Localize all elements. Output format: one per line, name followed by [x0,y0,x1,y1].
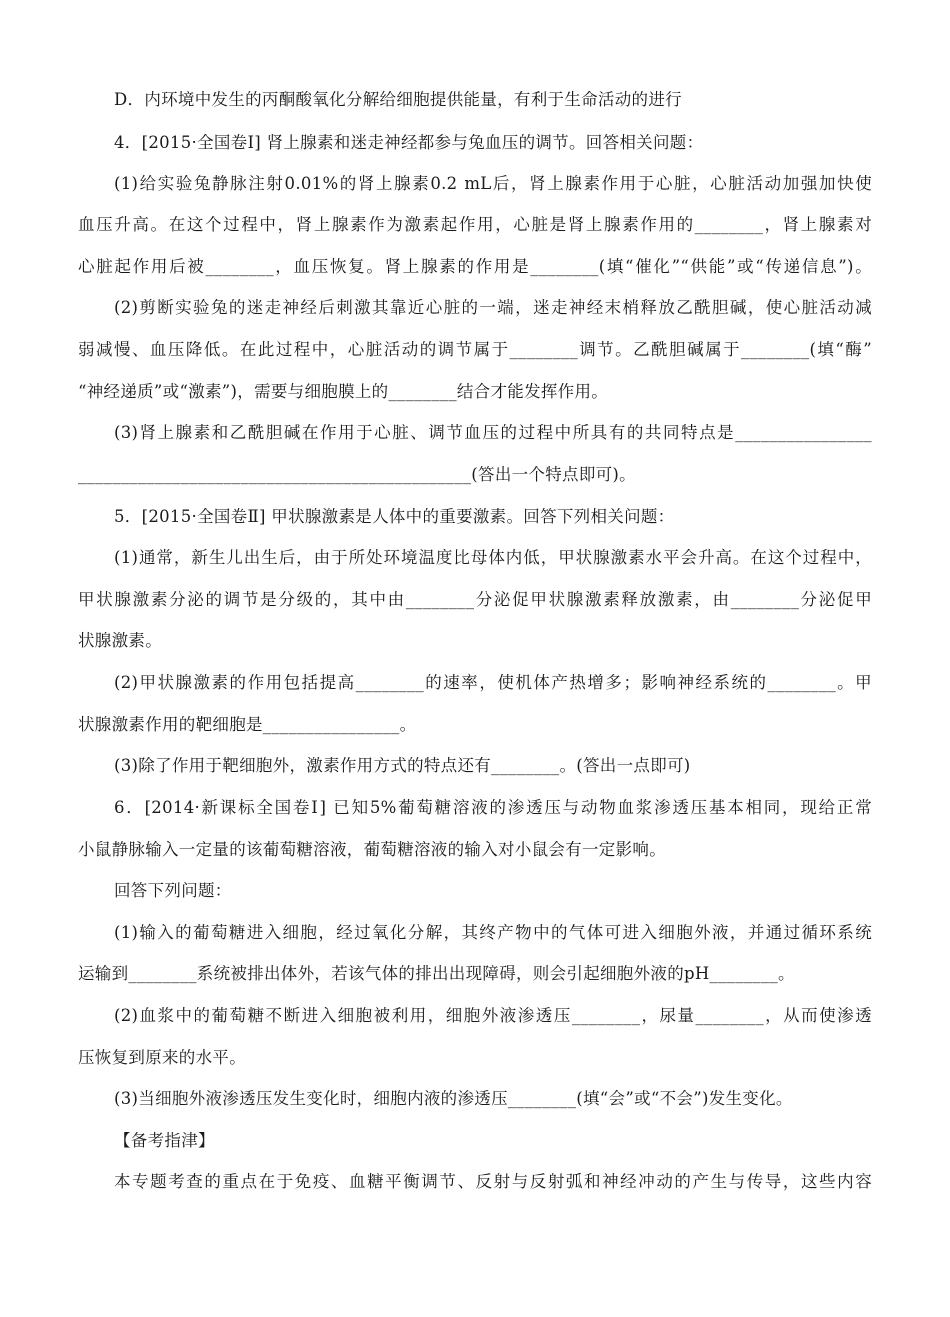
question-6-part-1-line-1: (1)输入的葡萄糖进入细胞，经过氧化分解，其终产物中的气体可进入细胞外液，并通过循环系统 [114,923,872,942]
question-6-instruction: 回答下列问题： [114,881,232,900]
option-d-line: D．内环境中发生的丙酮酸氧化分解给细胞提供能量，有利于生命活动的进行 [114,90,682,109]
question-4-header: 4．[2015·全国卷Ⅰ] 肾上腺素和迷走神经都参与兔血压的调节。回答相关问题： [114,133,704,152]
question-5-part-2-line-2: 状腺激素作用的靶细胞是________________。 [78,715,417,734]
question-6-part-2-line-1: (2)血浆中的葡萄糖不断进入细胞被利用，细胞外液渗透压________，尿量________，从而使渗透 [114,1006,872,1025]
question-4-part-2-line-2: 弱减慢、血压降低。在此过程中，心脏活动的调节属于________调节。乙酰胆碱属于________(填“酶” [78,340,872,359]
question-6-header-line-2: 小鼠静脉输入一定量的该葡萄糖溶液，葡萄糖溶液的输入对小鼠会有一定影响。 [78,840,666,859]
question-4-part-3-line-2: ______________________________________________(答出一个特点即可)。 [78,465,636,484]
question-4-part-2-line-1: (2)剪断实验兔的迷走神经后刺激其靠近心脏的一端，迷走神经末梢释放乙酰胆碱，使心脏活动减 [114,298,872,317]
question-5-part-1-line-1: (1)通常，新生儿出生后，由于所处环境温度比母体内低，甲状腺激素水平会升高。在这个过程中， [114,548,872,567]
question-6-part-1-line-2: 运输到________系统被排出体外，若该气体的排出出现障碍，则会引起细胞外液的pH________。 [78,964,795,983]
study-guide-text: 本专题考查的重点在于免疫、血糖平衡调节、反射与反射弧和神经冲动的产生与传导，这些内容 [114,1172,872,1191]
question-5-part-2-line-1: (2)甲状腺激素的作用包括提高________的速率，使机体产热增多；影响神经系统的________。甲 [114,673,872,692]
question-5-part-3-line-1: (3)除了作用于靶细胞外，激素作用方式的特点还有________。(答出一点即可) [114,756,691,775]
question-4-part-1-line-3: 心脏起作用后被________，血压恢复。肾上腺素的作用是________(填“催化”“供能”或“传递信息”)。 [78,257,872,276]
question-6-header-line-1: 6．[2014·新课标全国卷Ⅰ] 已知5%葡萄糖溶液的渗透压与动物血浆渗透压基本相同，现给正常 [114,798,872,817]
question-5-part-1-line-3: 状腺激素。 [78,631,162,650]
study-guide-heading: 【备考指津】 [114,1131,215,1150]
question-4-part-1-line-2: 血压升高。在这个过程中，肾上腺素作为激素起作用，心脏是肾上腺素作用的________，肾上腺素对 [78,215,872,234]
question-6-part-3-line-1: (3)当细胞外液渗透压发生变化时，细胞内液的渗透压________(填“会”或“不会”)发生变化。 [114,1089,793,1108]
question-5-part-1-line-2: 甲状腺激素分泌的调节是分级的，其中由________分泌促甲状腺激素释放激素，由________分泌促甲 [78,590,872,609]
question-4-part-3-line-1: (3)肾上腺素和乙酰胆碱在作用于心脏、调节血压的过程中所具有的共同特点是________________ [114,423,872,442]
question-6-part-2-line-2: 压恢复到原来的水平。 [78,1048,246,1067]
question-4-part-2-line-3: “神经递质”或“激素”)，需要与细胞膜上的________结合才能发挥作用。 [78,382,609,401]
question-5-header: 5．[2015·全国卷Ⅱ] 甲状腺激素是人体中的重要激素。回答下列相关问题： [114,507,675,526]
question-4-part-1-line-1: (1)给实验兔静脉注射0.01%的肾上腺素0.2 mL后，肾上腺素作用于心脏，心脏活动加强加快使 [114,174,872,193]
